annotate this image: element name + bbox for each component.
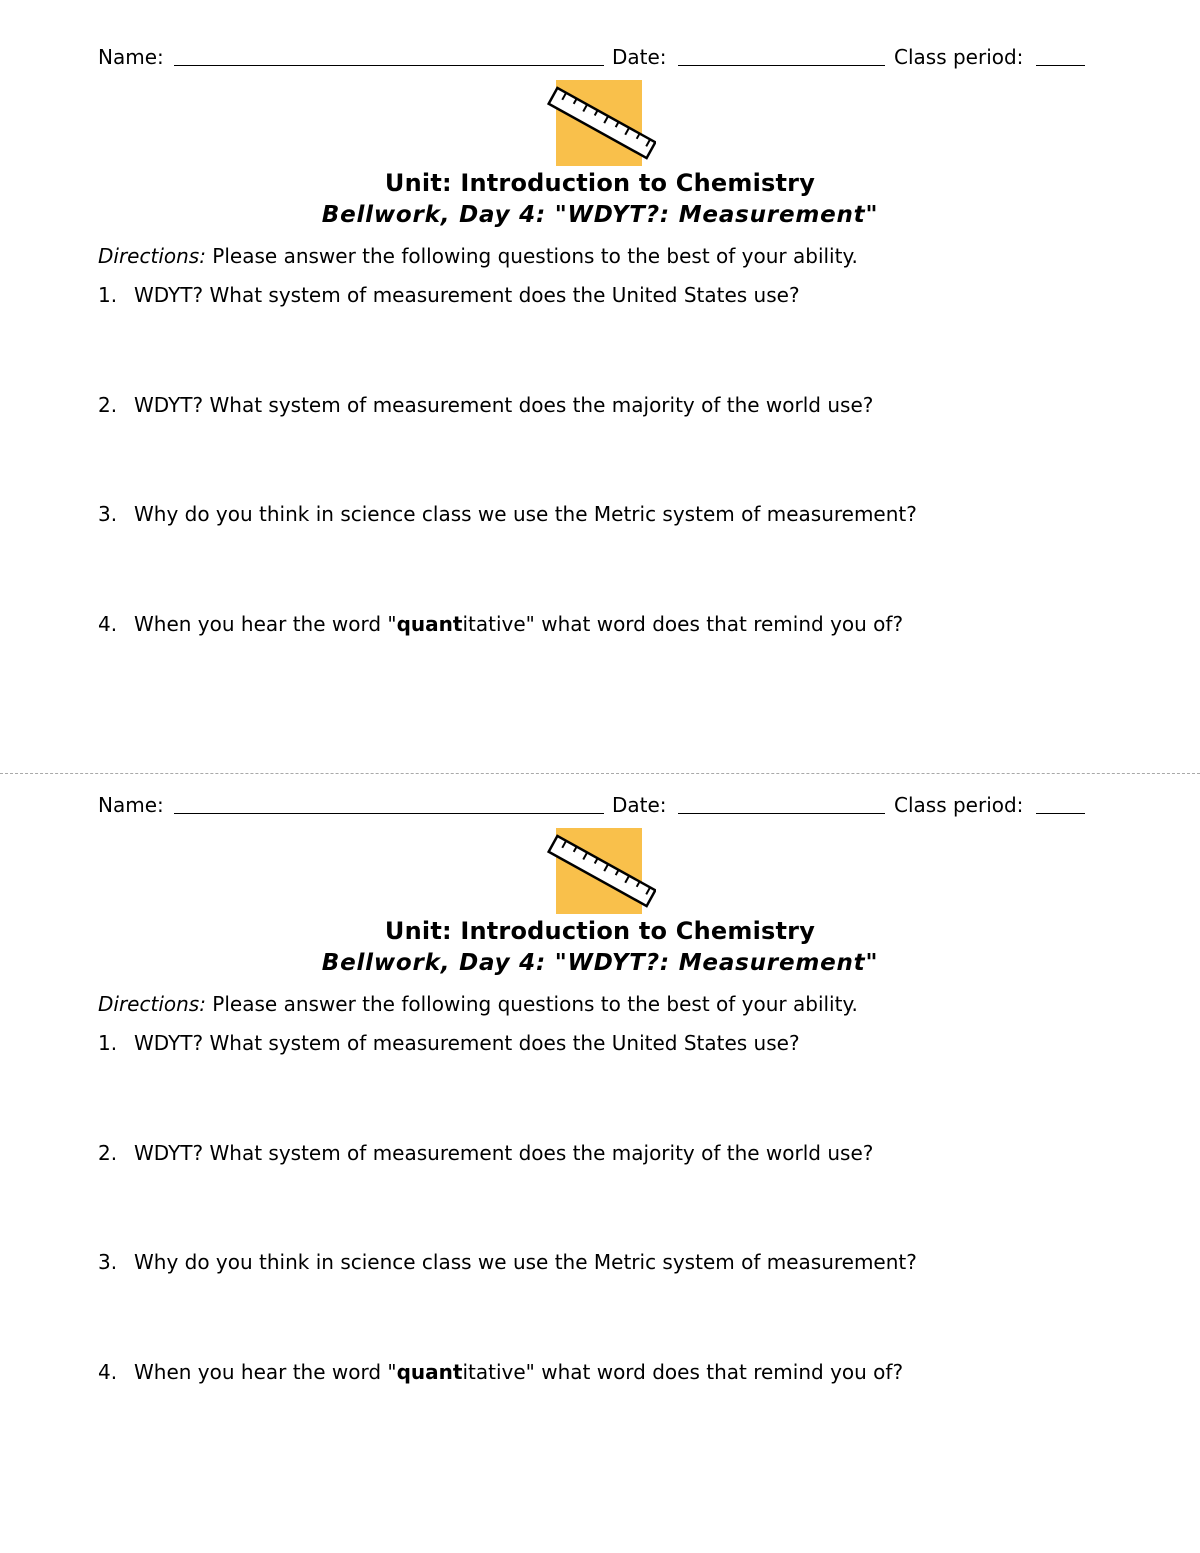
question-1: [98, 1029, 800, 1057]
class-period-blank-line[interactable]: [1036, 65, 1085, 66]
question-text-bold: quant: [396, 1360, 463, 1384]
directions-label: Directions:: [98, 992, 206, 1016]
question-text-before: When you hear the word ": [134, 1360, 397, 1384]
name-label: Name:: [98, 45, 164, 69]
question-text-after: itative" what word does that remind you of?: [462, 1360, 904, 1384]
question-number: 2.: [98, 393, 118, 417]
directions: [98, 990, 858, 1018]
question-number: 4.: [98, 1360, 118, 1384]
class-period-label: Class period:: [894, 45, 1024, 69]
class-period-label: Class period:: [894, 793, 1024, 817]
unit-title: Unit: Introduction to Chemistry: [384, 917, 816, 945]
ruler-icon: [546, 80, 656, 168]
directions-text: Please answer the following questions to the best of your ability.: [205, 244, 858, 268]
name-label: Name:: [98, 793, 164, 817]
question-number: 4.: [98, 612, 118, 636]
question-text: WDYT? What system of measurement does the majority of the world use?: [134, 393, 874, 417]
question-1: [98, 281, 800, 309]
student-info-row: [98, 790, 1088, 820]
question-number: 3.: [98, 1250, 118, 1274]
name-blank-line[interactable]: [174, 65, 604, 66]
question-3: [98, 500, 917, 528]
question-text-after: itative" what word does that remind you of?: [462, 612, 904, 636]
date-blank-line[interactable]: [678, 65, 885, 66]
student-info-row: [98, 42, 1088, 72]
cut-line-divider: [0, 773, 1200, 774]
question-text: Why do you think in science class we use the Metric system of measurement?: [134, 1250, 917, 1274]
question-4: [98, 1358, 903, 1386]
question-number: 1.: [98, 1031, 118, 1055]
bellwork-subtitle: Bellwork, Day 4: "WDYT?: Measurement": [321, 950, 879, 976]
class-period-blank-line[interactable]: [1036, 813, 1085, 814]
question-text: Why do you think in science class we use the Metric system of measurement?: [134, 502, 917, 526]
name-blank-line[interactable]: [174, 813, 604, 814]
bellwork-subtitle: Bellwork, Day 4: "WDYT?: Measurement": [321, 202, 879, 228]
directions-label: Directions:: [98, 244, 206, 268]
date-label: Date:: [612, 793, 667, 817]
unit-title: Unit: Introduction to Chemistry: [384, 169, 816, 197]
question-4: [98, 610, 903, 638]
question-2: [98, 391, 873, 419]
question-text: WDYT? What system of measurement does the United States use?: [134, 1031, 800, 1055]
question-2: [98, 1139, 873, 1167]
question-text-before: When you hear the word ": [134, 612, 397, 636]
ruler-icon: [546, 828, 656, 916]
question-3: [98, 1248, 917, 1276]
question-text-bold: quant: [396, 612, 463, 636]
question-number: 2.: [98, 1141, 118, 1165]
directions: [98, 242, 858, 270]
question-number: 1.: [98, 283, 118, 307]
question-number: 3.: [98, 502, 118, 526]
question-text: WDYT? What system of measurement does the United States use?: [134, 283, 800, 307]
date-blank-line[interactable]: [678, 813, 885, 814]
date-label: Date:: [612, 45, 667, 69]
directions-text: Please answer the following questions to the best of your ability.: [205, 992, 858, 1016]
question-text: WDYT? What system of measurement does the majority of the world use?: [134, 1141, 874, 1165]
